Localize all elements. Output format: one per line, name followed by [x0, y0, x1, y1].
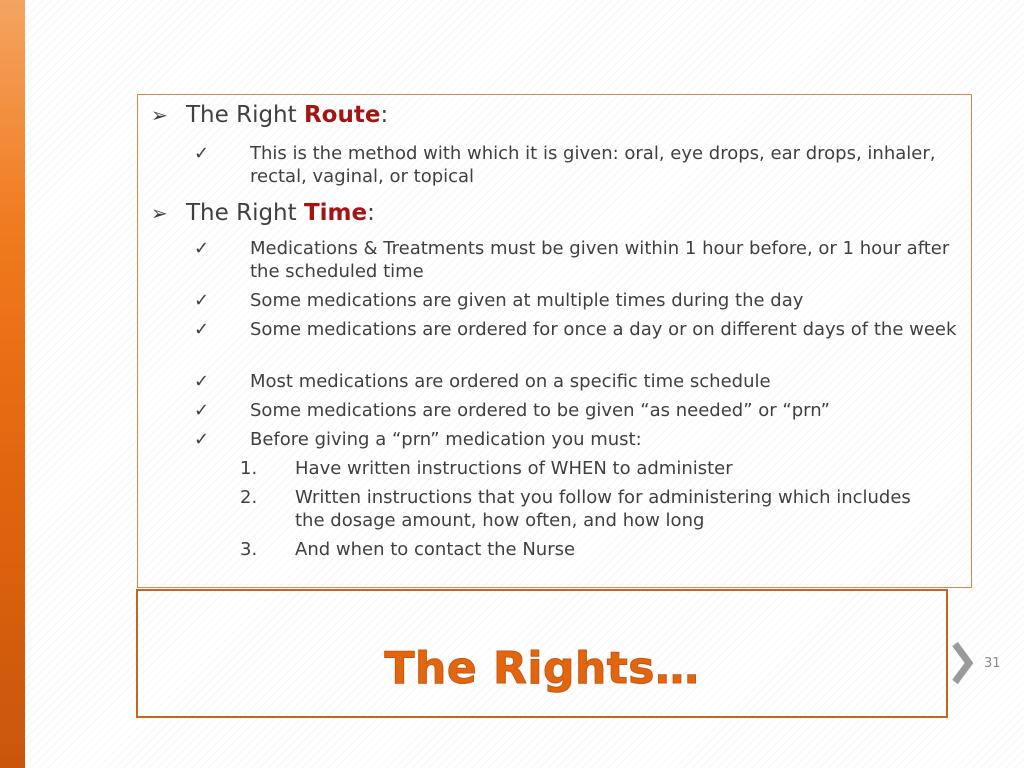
arrowhead-bullet-icon: ➢: [151, 103, 168, 127]
item-text: And when to contact the Nurse: [295, 539, 576, 560]
time-prefix: The Right: [186, 200, 304, 226]
bullet-text: This is the method with which it is given: oral, eye drops, ear drops, inhaler, rectal, vaginal, or topical: [250, 143, 936, 187]
item-number: 2.: [240, 487, 258, 508]
item-text: Have written instructions of WHEN to administer: [295, 458, 733, 479]
bullet-text: Some medications are given at multiple times during the day: [250, 290, 804, 311]
bullet-text: Medications & Treatments must be given within 1 hour before, or 1 hour after the scheduled time: [250, 238, 950, 282]
page-number: 31: [984, 656, 1001, 671]
content-box: [137, 94, 972, 588]
bullet-text: Before giving a “prn” medication you must:: [250, 429, 642, 450]
bullet-text: Some medications are ordered for once a day or on different days of the week: [250, 319, 957, 340]
bullet-text: Some medications are ordered to be given “as needed” or “prn”: [250, 400, 830, 421]
route-highlight: Route: [303, 102, 381, 128]
checkmark-icon: ✓: [194, 143, 210, 164]
slide-title: The Rights…: [384, 643, 700, 694]
arrowhead-bullet-icon: ➢: [151, 201, 168, 225]
time-suffix: :: [367, 200, 375, 226]
checkmark-icon: ✓: [194, 429, 210, 450]
checkmark-icon: ✓: [194, 319, 210, 340]
checkmark-icon: ✓: [194, 371, 210, 392]
side-accent-bar: [0, 0, 25, 768]
checkmark-icon: ✓: [194, 238, 210, 259]
time-highlight: Time: [303, 200, 368, 226]
bullet-text: Most medications are ordered on a specific time schedule: [250, 371, 771, 392]
chevron-right-icon[interactable]: [949, 638, 975, 688]
item-text: Written instructions that you follow for administering which includes the dosage amount, how often, and how long: [295, 487, 911, 531]
item-number: 3.: [240, 539, 258, 560]
checkmark-icon: ✓: [194, 290, 210, 311]
route-prefix: The Right: [186, 102, 304, 128]
item-number: 1.: [240, 458, 258, 479]
checkmark-icon: ✓: [194, 400, 210, 421]
route-suffix: :: [380, 102, 389, 128]
title-box: [136, 589, 948, 718]
